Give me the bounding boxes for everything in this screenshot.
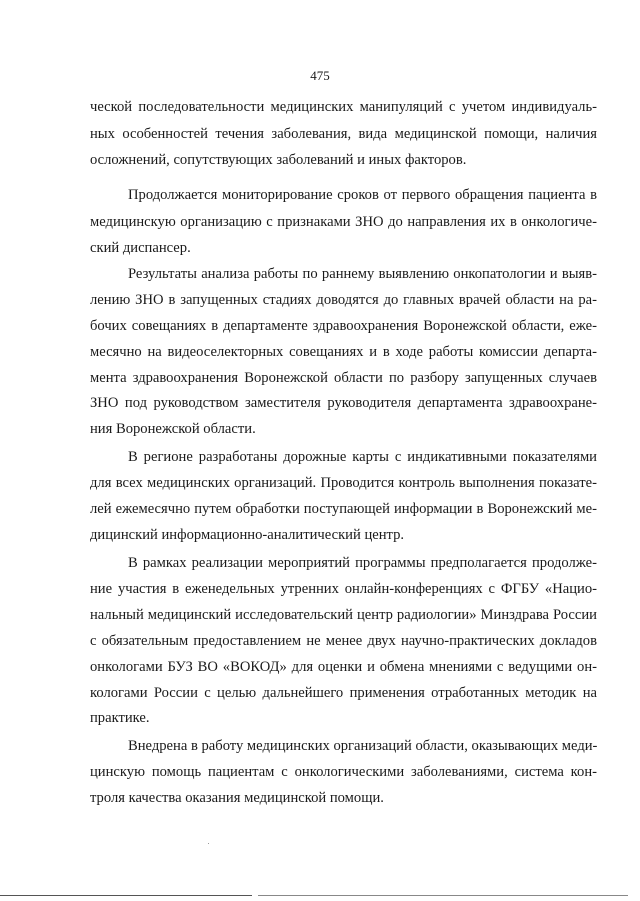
text-line: практике. — [90, 710, 150, 726]
text-line: ский диспансер. — [90, 240, 191, 256]
text-line: В регионе разработаны дорожные карты с индикативными показателями — [128, 449, 597, 465]
scan-edge-line — [0, 895, 252, 896]
text-line: цинскую помощь пациентам с онкологическими заболеваниями, система кон- — [90, 764, 597, 780]
text-line: ния Воронежской области. — [90, 421, 256, 437]
text-line: медицинскую организацию с признаками ЗНО до направления их в онкологиче- — [90, 214, 597, 230]
text-line: Продолжается мониторирование сроков от первого обращения пациента в — [128, 187, 597, 203]
text-line: бочих совещаниях в департаменте здравоохранения Воронежской области, еже- — [90, 318, 597, 334]
text-line: лению ЗНО в запущенных стадиях доводятся до главных врачей области на ра- — [90, 292, 597, 308]
page-number: 475 — [310, 68, 330, 83]
text-line: Внедрена в работу медицинских организаций области, оказывающих меди- — [128, 738, 598, 754]
text-line: ных особенностей течения заболевания, вида медицинской помощи, наличия — [90, 126, 597, 142]
text-line: В рамках реализации мероприятий программы предполагается продолже- — [128, 555, 597, 571]
text-line: месячно на видеоселекторных совещаниях и в ходе работы комиссии департа- — [90, 344, 597, 360]
text-line: мента здравоохранения Воронежской области по разбору запущенных случаев — [90, 370, 597, 386]
text-line: ческой последовательности медицинских манипуляций с учетом индивидуаль- — [90, 99, 597, 115]
text-line: троля качества оказания медицинской помощи. — [90, 790, 384, 806]
text-line: онкологами БУЗ ВО «ВОКОД» для оценки и обмена мнениями с ведущими он- — [90, 659, 597, 675]
text-line: для всех медицинских организаций. Проводится контроль выполнения показате- — [90, 475, 597, 491]
text-line: ние участия в еженедельных утренних онлайн-конференциях с ФГБУ «Нацио- — [90, 581, 597, 597]
text-line: кологами России с целью дальнейшего применения отработанных методик на — [90, 685, 597, 701]
text-line: Результаты анализа работы по раннему выявлению онкопатологии и выяв- — [128, 266, 597, 282]
scan-edge-line — [258, 895, 628, 896]
text-line: дицинский информационно-аналитический центр. — [90, 527, 405, 543]
text-line: с обязательным предоставлением не менее двух научно-практических докладов — [90, 633, 597, 649]
scan-speck — [208, 843, 209, 844]
text-line: нальный медицинский исследовательский центр радиологии» Минздрава России — [90, 607, 597, 623]
text-line: ЗНО под руководством заместителя руководителя департамента здравоохране- — [90, 395, 597, 411]
text-line: лей ежемесячно путем обработки поступающей информации в Воронежский ме- — [90, 501, 597, 517]
text-line: осложнений, сопутствующих заболеваний и иных факторов. — [90, 152, 467, 168]
